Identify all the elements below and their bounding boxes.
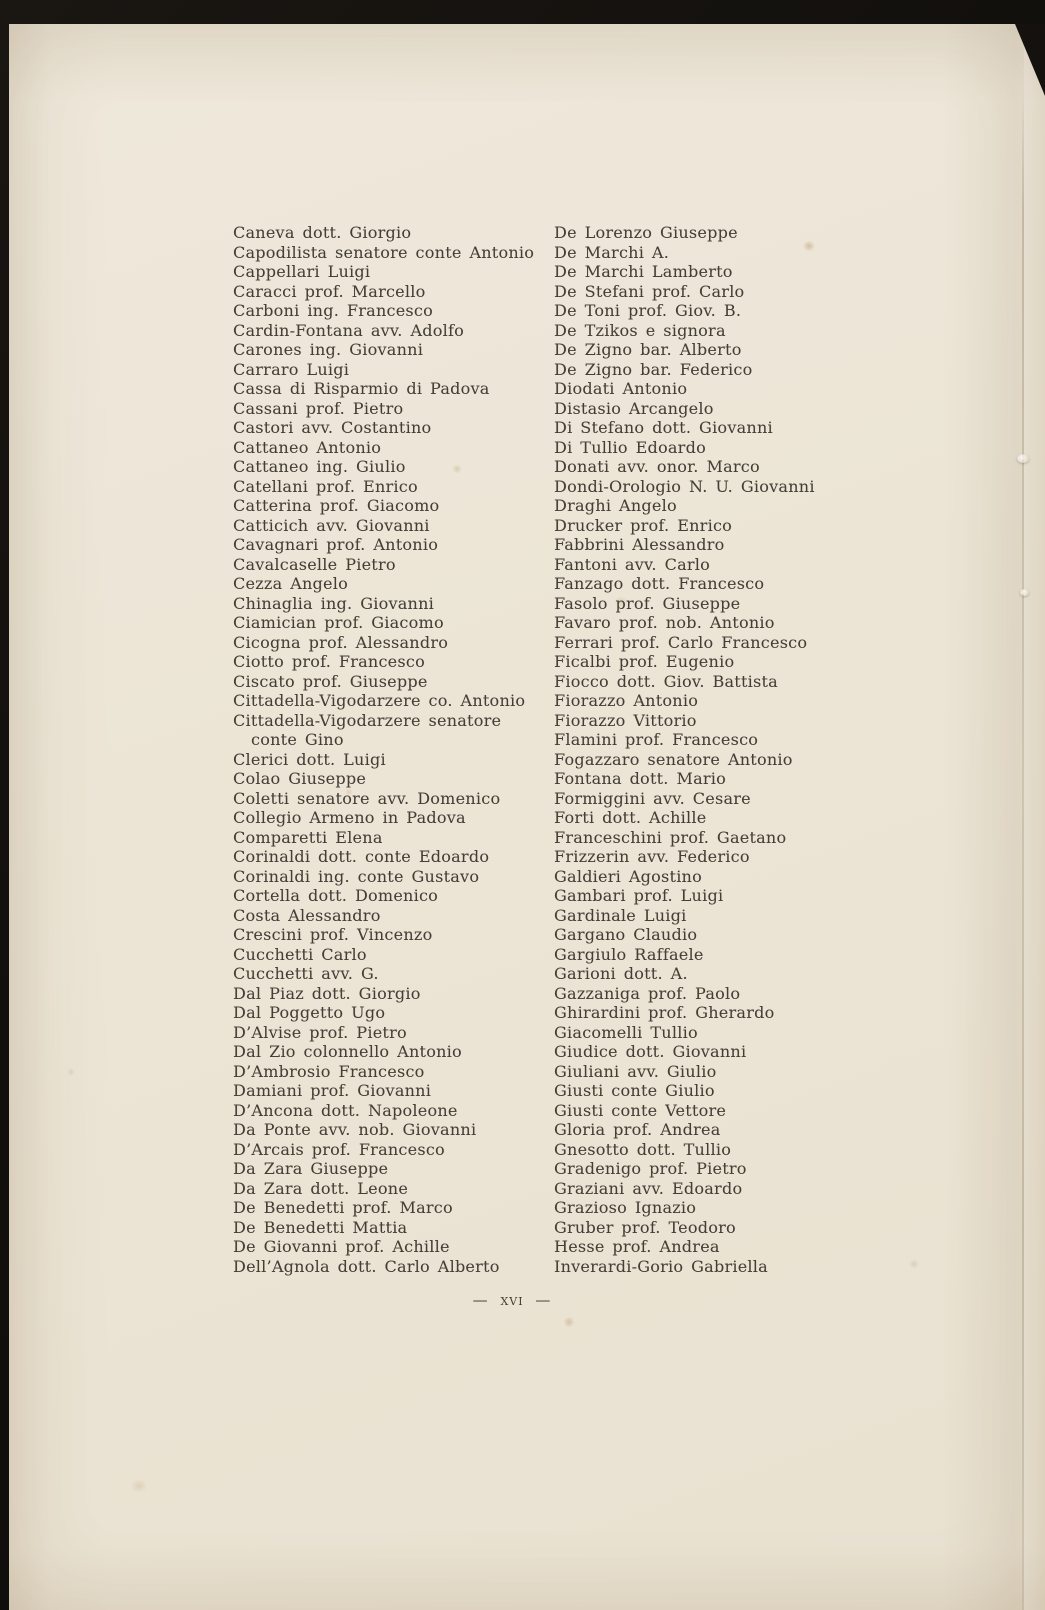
- list-item: Castori avv. Costantino: [233, 418, 432, 437]
- list-item: Caneva dott. Giorgio: [233, 223, 412, 242]
- list-item: Cezza Angelo: [233, 574, 349, 593]
- name-list-left-column: [233, 223, 534, 1276]
- list-item: Graziani avv. Edoardo: [554, 1178, 743, 1198]
- list-item: Di Stefano dott. Giovanni: [554, 418, 773, 437]
- list-item: Giuliani avv. Giulio: [554, 1061, 717, 1081]
- page-edge-crease: [1022, 90, 1024, 1610]
- list-item: Fasolo prof. Giuseppe: [554, 593, 741, 613]
- list-item: De Toni prof. Giov. B.: [554, 301, 742, 320]
- list-item: De Giovanni prof. Achille: [233, 1237, 450, 1256]
- list-item: Gargiulo Raffaele: [554, 944, 704, 964]
- list-item: Gloria prof. Andrea: [554, 1120, 721, 1139]
- list-item: Cassani prof. Pietro: [233, 398, 404, 418]
- list-item: D’Ancona dott. Napoleone: [233, 1100, 458, 1120]
- list-item: Cattaneo ing. Giulio: [233, 457, 406, 476]
- list-item: Ghirardini prof. Gherardo: [554, 1003, 775, 1022]
- page-number-label: — xvi —: [472, 1291, 552, 1309]
- list-item: Crescini prof. Vincenzo: [233, 925, 433, 944]
- list-item: Giusti conte Vettore: [554, 1100, 727, 1120]
- list-item: Drucker prof. Enrico: [554, 515, 733, 535]
- list-item: Distasio Arcangelo: [554, 398, 714, 418]
- list-item: Cardin-Fontana avv. Adolfo: [233, 320, 465, 340]
- list-item: De Tzikos e signora: [554, 320, 726, 340]
- list-item: Ciscato prof. Giuseppe: [233, 671, 428, 691]
- list-item: Catterina prof. Giacomo: [233, 496, 440, 515]
- list-item: De Zigno bar. Alberto: [554, 340, 742, 359]
- list-item: Gnesotto dott. Tullio: [554, 1139, 732, 1159]
- list-item: Cassa di Risparmio di Padova: [233, 379, 490, 398]
- list-item: Cavagnari prof. Antonio: [233, 535, 439, 554]
- list-item: Da Zara dott. Leone: [233, 1178, 409, 1198]
- list-item: Diodati Antonio: [554, 379, 688, 398]
- list-item: Fanzago dott. Francesco: [554, 574, 765, 593]
- list-item: Ficalbi prof. Eugenio: [554, 652, 735, 671]
- list-item: De Marchi A.: [554, 242, 670, 262]
- list-item: Fabbrini Alessandro: [554, 535, 725, 554]
- list-item: Flamini prof. Francesco: [554, 730, 759, 749]
- list-item: Gambari prof. Luigi: [554, 886, 724, 905]
- list-item: Giacomelli Tullio: [554, 1022, 698, 1042]
- list-item: Di Tullio Edoardo: [554, 437, 706, 457]
- name-list-right-column: [554, 223, 815, 1276]
- list-item: Caracci prof. Marcello: [233, 281, 426, 301]
- list-item: Catellani prof. Enrico: [233, 476, 418, 496]
- list-item: Garioni dott. A.: [554, 964, 688, 983]
- list-item: Colao Giuseppe: [233, 769, 367, 788]
- list-item: Chinaglia ing. Giovanni: [233, 593, 435, 613]
- list-item: Dal Zio colonnello Antonio: [233, 1042, 462, 1061]
- list-item: Clerici dott. Luigi: [233, 749, 386, 769]
- list-item: D’Arcais prof. Francesco: [233, 1139, 445, 1159]
- list-item: Damiani prof. Giovanni: [233, 1081, 432, 1100]
- list-item: Forti dott. Achille: [554, 808, 707, 827]
- list-item: Corinaldi ing. conte Gustavo: [233, 866, 480, 886]
- list-item: Gruber prof. Teodoro: [554, 1217, 736, 1237]
- list-item: Inverardi-Gorio Gabriella: [554, 1256, 768, 1276]
- list-item: Gardinale Luigi: [554, 905, 687, 925]
- list-item: Dal Piaz dott. Giorgio: [233, 983, 421, 1003]
- list-item: Fogazzaro senatore Antonio: [554, 749, 793, 769]
- list-item: De Zigno bar. Federico: [554, 359, 753, 379]
- page-edge-nick: [1020, 589, 1029, 596]
- page-edge-nick: [1017, 454, 1029, 463]
- list-item: Fiocco dott. Giov. Battista: [554, 671, 778, 691]
- list-item: Costa Alessandro: [233, 905, 381, 925]
- list-item: Fiorazzo Antonio: [554, 691, 699, 710]
- list-item: Galdieri Agostino: [554, 866, 702, 886]
- list-item: Franceschini prof. Gaetano: [554, 827, 787, 847]
- list-item: Cucchetti Carlo: [233, 944, 367, 964]
- list-item: Giusti conte Giulio: [554, 1081, 715, 1100]
- list-item: Comparetti Elena: [233, 827, 383, 847]
- list-item: D’Alvise prof. Pietro: [233, 1022, 407, 1042]
- list-item: Gargano Claudio: [554, 925, 698, 944]
- list-item: Cavalcaselle Pietro: [233, 554, 396, 574]
- list-item: Fantoni avv. Carlo: [554, 554, 710, 574]
- list-item: Hesse prof. Andrea: [554, 1237, 720, 1256]
- list-item: Carboni ing. Francesco: [233, 301, 433, 320]
- list-item: Cortella dott. Domenico: [233, 886, 439, 905]
- list-item: Fontana dott. Mario: [554, 769, 727, 788]
- list-item: Gazzaniga prof. Paolo: [554, 983, 741, 1003]
- list-item: Carraro Luigi: [233, 359, 350, 379]
- list-item: Draghi Angelo: [554, 496, 677, 515]
- list-item: De Benedetti Mattia: [233, 1217, 408, 1237]
- list-item: Formiggini avv. Cesare: [554, 788, 751, 808]
- list-item: Favaro prof. nob. Antonio: [554, 613, 775, 632]
- list-item: Giudice dott. Giovanni: [554, 1042, 747, 1061]
- list-item: De Lorenzo Giuseppe: [554, 223, 738, 242]
- list-item: Collegio Armeno in Padova: [233, 808, 466, 827]
- list-item: Cittadella-Vigodarzere senatore: [233, 710, 502, 730]
- list-item: Cucchetti avv. G.: [233, 964, 379, 983]
- list-item: Cicogna prof. Alessandro: [233, 632, 449, 652]
- list-item: De Stefani prof. Carlo: [554, 281, 745, 301]
- list-item: D’Ambrosio Francesco: [233, 1061, 425, 1081]
- list-item: Capodilista senatore conte Antonio: [233, 242, 535, 262]
- list-item: De Marchi Lamberto: [554, 262, 733, 281]
- list-item: Da Zara Giuseppe: [233, 1159, 389, 1178]
- list-item: Ferrari prof. Carlo Francesco: [554, 632, 808, 652]
- list-item: Catticich avv. Giovanni: [233, 515, 430, 535]
- list-item: Fiorazzo Vittorio: [554, 710, 697, 730]
- page-number: [212, 1290, 812, 1310]
- page-edge-strip: [1024, 24, 1045, 1610]
- list-item: Dell’Agnola dott. Carlo Alberto: [233, 1256, 500, 1276]
- list-item: Dondi-Orologio N. U. Giovanni: [554, 476, 815, 496]
- list-item: Ciotto prof. Francesco: [233, 652, 425, 671]
- list-item: Coletti senatore avv. Domenico: [233, 788, 501, 808]
- list-item: Da Ponte avv. nob. Giovanni: [233, 1120, 477, 1139]
- list-item: Grazioso Ignazio: [554, 1198, 697, 1217]
- list-item: De Benedetti prof. Marco: [233, 1198, 453, 1217]
- list-item: Donati avv. onor. Marco: [554, 457, 760, 476]
- list-item: conte Gino: [251, 730, 344, 749]
- book-page: [9, 24, 1045, 1610]
- list-item: Cattaneo Antonio: [233, 437, 382, 457]
- list-item: Dal Poggetto Ugo: [233, 1003, 386, 1022]
- list-item: Cittadella-Vigodarzere co. Antonio: [233, 691, 526, 710]
- list-item: Gradenigo prof. Pietro: [554, 1159, 747, 1178]
- list-item: Corinaldi dott. conte Edoardo: [233, 847, 490, 866]
- list-item: Carones ing. Giovanni: [233, 340, 424, 359]
- list-item: Frizzerin avv. Federico: [554, 847, 750, 866]
- list-item: Ciamician prof. Giacomo: [233, 613, 444, 632]
- list-item: Cappellari Luigi: [233, 262, 371, 281]
